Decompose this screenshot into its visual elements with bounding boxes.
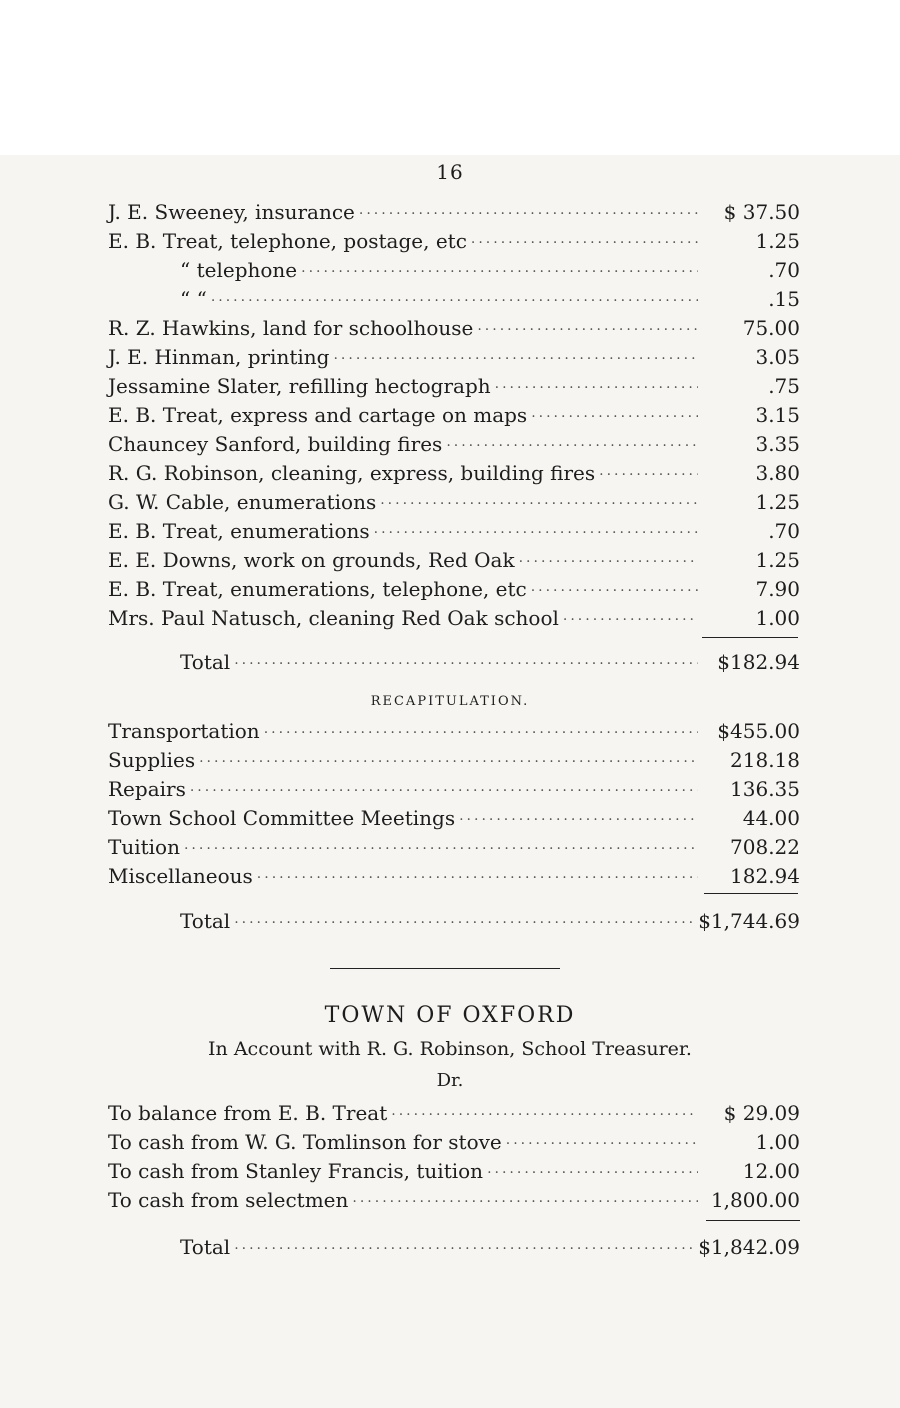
leader-dots	[359, 200, 698, 220]
expense-amount: 3.80	[755, 461, 800, 485]
recap-amount: 218.18	[730, 748, 800, 772]
expense-label: R. Z. Hawkins, land for schoolhouse	[108, 316, 474, 340]
expense-amount: 1.00	[755, 606, 800, 630]
expense-amount: .70	[768, 258, 800, 282]
expense-row	[108, 195, 800, 224]
expense-row	[108, 601, 800, 630]
recapitulation-list	[108, 714, 800, 888]
expense-label: E. B. Treat, enumerations, telephone, etc	[108, 577, 527, 601]
leader-dots	[190, 777, 698, 797]
account-row	[108, 1096, 800, 1125]
leader-dots	[257, 864, 698, 884]
account-row	[108, 1154, 800, 1183]
account-amount: 1.00	[755, 1130, 800, 1154]
page-number: 16	[436, 160, 464, 184]
expenses-list	[108, 195, 800, 630]
sum-rule	[706, 1220, 800, 1221]
leader-dots	[199, 748, 698, 768]
total-row	[108, 904, 800, 933]
expense-row	[108, 282, 800, 311]
leader-dots	[487, 1159, 698, 1179]
expenses-total	[108, 645, 800, 674]
expense-amount: .70	[768, 519, 800, 543]
recap-label: Transportation	[108, 719, 260, 743]
total-label: Total	[180, 1235, 231, 1259]
total-row	[108, 1230, 800, 1259]
account-title: TOWN OF OXFORD	[324, 1003, 576, 1028]
recap-row	[108, 714, 800, 743]
account-amount: 12.00	[742, 1159, 800, 1183]
expense-label: E. E. Downs, work on grounds, Red Oak	[108, 548, 515, 572]
leader-dots	[234, 650, 698, 670]
recap-amount: 136.35	[730, 777, 800, 801]
expense-amount: .75	[768, 374, 800, 398]
account-amount: 1,800.00	[710, 1188, 800, 1212]
leader-dots	[264, 719, 698, 739]
expense-amount: 3.15	[755, 403, 800, 427]
recap-amount: $455.00	[717, 719, 800, 743]
expense-amount: $ 37.50	[723, 200, 800, 224]
recap-row	[108, 743, 800, 772]
expense-label: Jessamine Slater, refilling hectograph	[108, 374, 491, 398]
account-label: To cash from selectmen	[108, 1188, 349, 1212]
expense-row	[108, 572, 800, 601]
expense-row	[108, 514, 800, 543]
account-row	[108, 1183, 800, 1212]
account-list	[108, 1096, 800, 1212]
total-label: Total	[180, 909, 231, 933]
account-label: To balance from E. B. Treat	[108, 1101, 388, 1125]
recap-row	[108, 830, 800, 859]
total-amount: $182.94	[717, 650, 800, 674]
leader-dots	[599, 461, 698, 481]
section-divider	[330, 968, 560, 969]
expense-row	[108, 485, 800, 514]
expense-amount: .15	[768, 287, 800, 311]
recap-label: Miscellaneous	[108, 864, 253, 888]
expense-amount: 1.25	[755, 490, 800, 514]
total-amount: $1,744.69	[698, 909, 800, 933]
expense-label: Mrs. Paul Natusch, cleaning Red Oak school	[108, 606, 559, 630]
recapitulation-heading: RECAPITULATION.	[370, 694, 530, 709]
account-row	[108, 1125, 800, 1154]
leader-dots	[352, 1188, 698, 1208]
leader-dots	[563, 606, 698, 626]
expense-label: E. B. Treat, telephone, postage, etc	[108, 229, 467, 253]
recap-amount: 708.22	[730, 835, 800, 859]
debit-label: Dr.	[436, 1070, 464, 1091]
expense-row	[108, 398, 800, 427]
expense-label: E. B. Treat, enumerations	[108, 519, 370, 543]
sum-rule	[704, 893, 798, 894]
sum-rule	[702, 637, 798, 638]
expense-amount: 75.00	[742, 316, 800, 340]
expense-label: G. W. Cable, enumerations	[108, 490, 377, 514]
account-amount: $ 29.09	[723, 1101, 800, 1125]
recap-amount: 182.94	[730, 864, 800, 888]
account-label: To cash from Stanley Francis, tuition	[108, 1159, 484, 1183]
leader-dots	[374, 519, 698, 539]
expense-amount: 3.05	[755, 345, 800, 369]
expense-label: “ “	[180, 287, 207, 311]
leader-dots	[531, 577, 698, 597]
recap-label: Repairs	[108, 777, 186, 801]
expense-label: J. E. Hinman, printing	[108, 345, 330, 369]
account-total	[108, 1230, 800, 1259]
expense-row	[108, 311, 800, 340]
expense-amount: 7.90	[755, 577, 800, 601]
leader-dots	[471, 229, 698, 249]
leader-dots	[477, 316, 698, 336]
total-label: Total	[180, 650, 231, 674]
account-label: To cash from W. G. Tomlinson for stove	[108, 1130, 502, 1154]
expense-row	[108, 427, 800, 456]
leader-dots	[519, 548, 698, 568]
leader-dots	[495, 374, 698, 394]
expense-amount: 1.25	[755, 548, 800, 572]
recapitulation-total	[108, 904, 800, 933]
total-row	[108, 645, 800, 674]
expense-row	[108, 253, 800, 282]
leader-dots	[459, 806, 698, 826]
expense-row	[108, 369, 800, 398]
leader-dots	[184, 835, 698, 855]
leader-dots	[333, 345, 698, 365]
recap-amount: 44.00	[742, 806, 800, 830]
leader-dots	[211, 287, 698, 307]
expense-label: R. G. Robinson, cleaning, express, building fires	[108, 461, 596, 485]
leader-dots	[234, 909, 694, 929]
total-amount: $1,842.09	[698, 1235, 800, 1259]
expense-label: “ telephone	[180, 258, 298, 282]
recap-label: Supplies	[108, 748, 196, 772]
expense-row	[108, 456, 800, 485]
leader-dots	[380, 490, 698, 510]
leader-dots	[391, 1101, 698, 1121]
page-top-margin	[0, 0, 900, 155]
recap-row	[108, 801, 800, 830]
leader-dots	[506, 1130, 698, 1150]
leader-dots	[446, 432, 698, 452]
expense-label: E. B. Treat, express and cartage on maps	[108, 403, 528, 427]
expense-row	[108, 543, 800, 572]
expense-label: J. E. Sweeney, insurance	[108, 200, 355, 224]
recap-label: Tuition	[108, 835, 180, 859]
recap-label: Town School Committee Meetings	[108, 806, 456, 830]
leader-dots	[301, 258, 698, 278]
account-subtitle: In Account with R. G. Robinson, School Treasurer.	[208, 1038, 692, 1060]
leader-dots	[531, 403, 698, 423]
expense-amount: 3.35	[755, 432, 800, 456]
expense-row	[108, 340, 800, 369]
recap-row	[108, 772, 800, 801]
expense-row	[108, 224, 800, 253]
expense-amount: 1.25	[755, 229, 800, 253]
recap-row	[108, 859, 800, 888]
expense-label: Chauncey Sanford, building fires	[108, 432, 443, 456]
leader-dots	[234, 1235, 694, 1255]
